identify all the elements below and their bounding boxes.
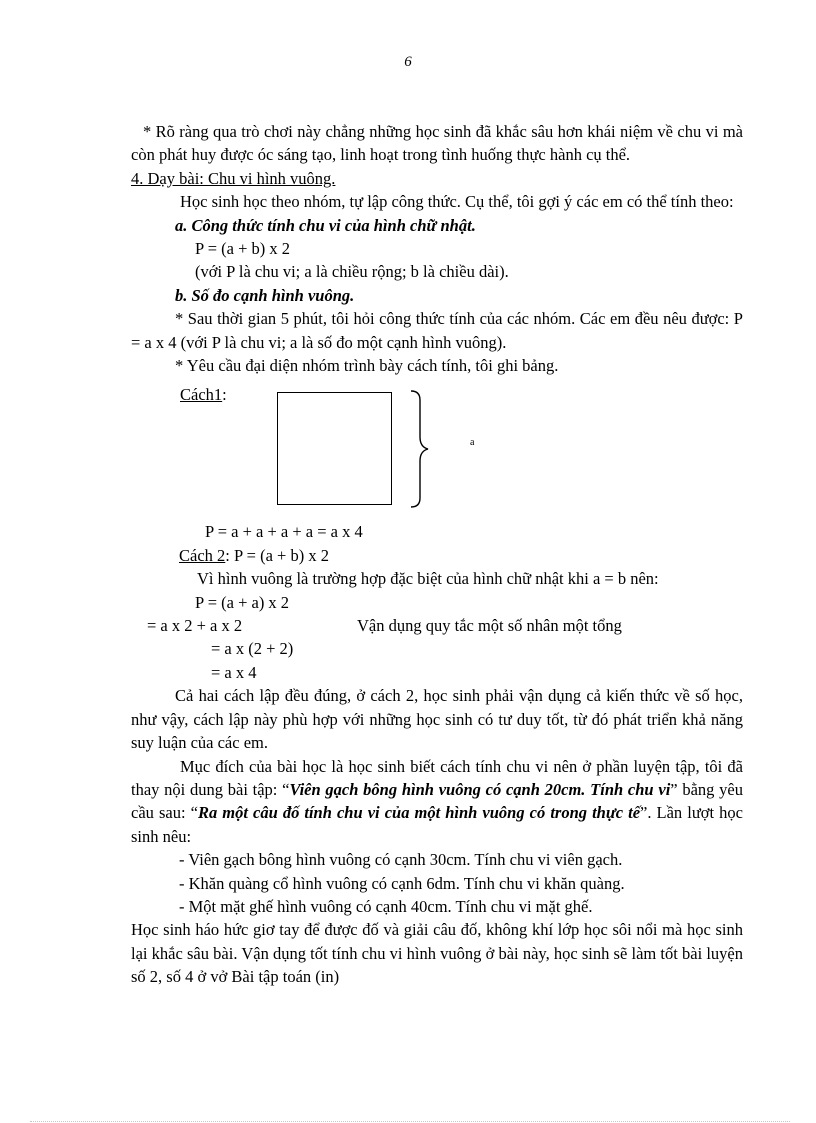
rectangle-formula-note: (với P là chu vi; a là chiều rộng; b là chiều dài).	[195, 262, 509, 282]
method-2-label: Cách 2	[179, 545, 226, 565]
document-body	[131, 120, 743, 989]
square-figure	[131, 377, 743, 520]
conclusion-paragraph: Học sinh háo hức giơ tay để được đố và giải câu đố, không khí lớp học sôi nổi mà học sinh lại khắc sâu bài. Vận dụng tốt tính chu vi hình vuông ở bài này, học sinh sẽ làm tốt bài luyện số 2, số 4 ở vở Bài tập toán (in)	[131, 920, 743, 987]
student-example-1: - Viên gạch bông hình vuông có cạnh 30cm. Tính chu vi viên gạch.	[179, 850, 623, 870]
method-1-label-text: Cách1	[180, 385, 223, 405]
derivation-step-4: = a x 4	[211, 662, 257, 682]
subheading-a: a. Công thức tính chu vi của hình chữ nhật.	[175, 215, 476, 235]
method-1-formula: P = a + a + a + a = a x 4	[205, 522, 363, 542]
group-work-paragraph: Học sinh học theo nhóm, tự lập công thức. Cụ thể, tôi gợi ý các em có thể tính theo:	[180, 192, 734, 212]
method-2-line	[131, 544, 743, 567]
page-bottom-rule	[30, 1121, 790, 1122]
new-exercise-quote: Ra một câu đố tính chu vi của một hình vuông có trong thực tế	[197, 803, 641, 823]
purpose-text-2: ” bằng yêu cầu sau: “	[131, 779, 744, 823]
right-brace-icon	[409, 390, 439, 508]
page-number: 6	[404, 54, 412, 70]
presentation-paragraph: * Yêu cầu đại diện nhóm trình bày cách tính, tôi ghi bảng.	[175, 356, 559, 376]
derivation-step-2: = a x 2 + a x 2	[147, 616, 243, 636]
rectangle-perimeter-formula: P = (a + b) x 2	[195, 239, 290, 259]
derivation-step-2-row	[131, 614, 743, 637]
section-heading	[131, 167, 743, 190]
method-2-formula: : P = (a + b) x 2	[225, 545, 329, 565]
student-example-3: - Một mặt ghế hình vuông có cạnh 40cm. Tính chu vi mặt ghế.	[179, 896, 593, 916]
derivation-step-1: P = (a + a) x 2	[195, 592, 290, 612]
distributive-rule-note: Vận dụng quy tắc một số nhân một tổng	[357, 616, 622, 636]
square-shape	[277, 392, 392, 505]
derivation-step-3: = a x (2 + 2)	[211, 639, 294, 659]
subheading-b: b. Số đo cạnh hình vuông.	[175, 285, 355, 305]
method-1-colon: :	[222, 385, 227, 405]
result-paragraph: * Sau thời gian 5 phút, tôi hỏi công thức tính của các nhóm. Các em đều nêu được: P = a x 4 (với P là chu vi; a là số đo một cạnh hình vuông).	[131, 309, 743, 352]
intro-paragraph: * Rõ ràng qua trò chơi này chẳng những học sinh đã khắc sâu hơn khái niệm về chu vi mà còn phát huy được óc sáng tạo, linh hoạt trong tình huống thực hành cụ thể.	[131, 122, 743, 165]
purpose-text-3: ”. Lần lượt học sinh nêu:	[131, 803, 743, 846]
original-exercise-quote: Viên gạch bông hình vuông có cạnh 20cm. Tính chu vi	[289, 779, 671, 799]
section-heading-text: 4. Dạy bài: Chu vi hình vuông.	[131, 168, 336, 188]
method-1-label	[180, 383, 227, 406]
method-2-reason: Vì hình vuông là trường hợp đặc biệt của hình chữ nhật khi a = b nên:	[197, 569, 659, 589]
purpose-text-1: Mục đích của bài học là học sinh biết cách tính chu vi nên ở phần luyện tập, tôi đã thay nội dung bài tập: “	[131, 756, 743, 799]
purpose-paragraph	[131, 755, 743, 849]
side-length-label: a	[470, 437, 475, 449]
comparison-paragraph: Cả hai cách lập đều đúng, ở cách 2, học sinh phải vận dụng cả kiến thức về số học, như vậy, cách lập này phù hợp với những học sinh có tư duy tốt, từ đó phát triển khả năng suy luận của các em.	[131, 686, 743, 753]
student-example-2: - Khăn quàng cổ hình vuông có cạnh 6dm. Tính chu vi khăn quàng.	[179, 873, 625, 893]
